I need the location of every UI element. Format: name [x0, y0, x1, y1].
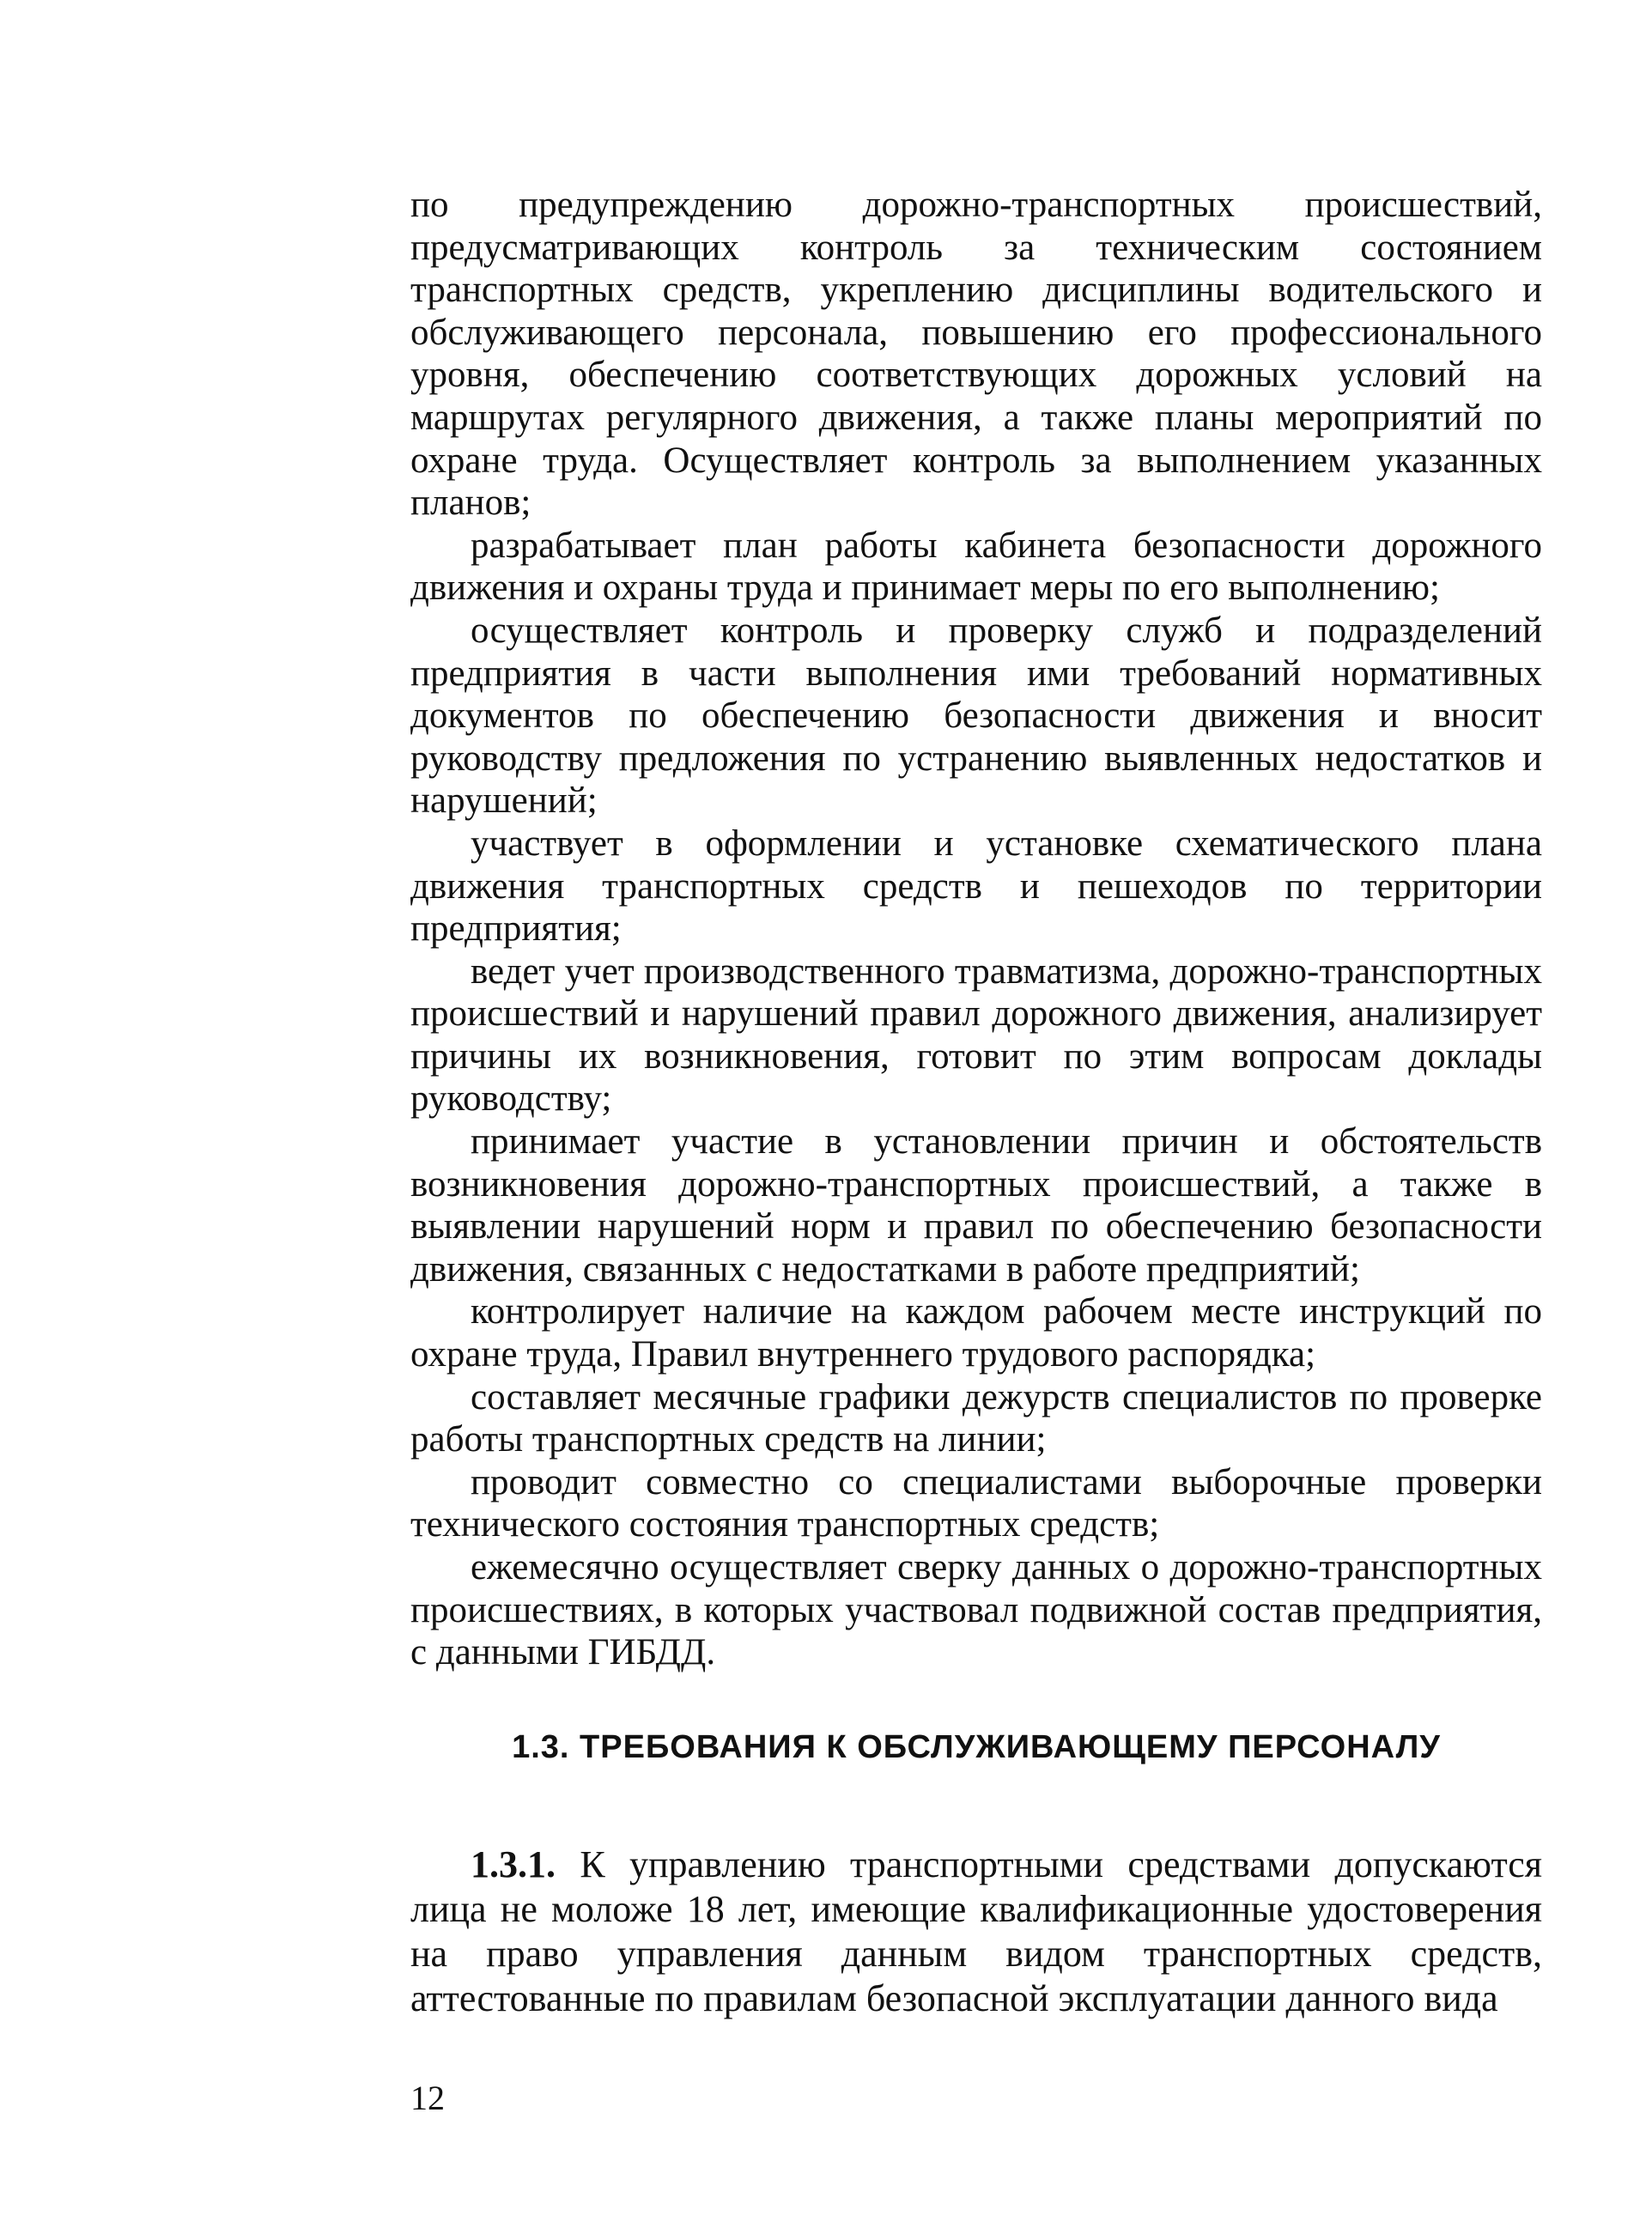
- paragraph: составляет месячные графики дежурств специалистов по проверке работы транспортных средств на линии;: [410, 1376, 1542, 1460]
- section-text: К управлению транспортными средствами допускаются лица не моложе 18 лет, имеющие квалификационные удостоверения на право управления данным видом транспортных средств, аттестованные по правилам безопасной эксплуатации данного вида: [410, 1843, 1542, 2019]
- section-heading: 1.3. ТРЕБОВАНИЯ К ОБСЛУЖИВАЮЩЕМУ ПЕРСОНАЛУ: [512, 1729, 1441, 1765]
- paragraph: проводит совместно со специалистами выборочные проверки технического состояния транспортных средств;: [410, 1461, 1542, 1545]
- paragraph: осуществляет контроль и проверку служб и подразделений предприятия в части выполнения ими требований нормативных документов по обеспечению безопасности движения и вносит руководству предложения по устранению выявленных недостатков и нарушений;: [410, 610, 1542, 822]
- section-number: 1.3.1.: [471, 1843, 556, 1885]
- body-text: [410, 184, 1542, 1674]
- page-number: 12: [410, 2079, 445, 2117]
- section-paragraph: [410, 1842, 1542, 2021]
- paragraph: ведет учет производственного травматизма, дорожно-транспортных происшествий и нарушений правил дорожного движения, анализирует причины их возникновения, готовит по этим вопросам доклады руководству;: [410, 950, 1542, 1120]
- paragraph: разрабатывает план работы кабинета безопасности дорожного движения и охраны труда и принимает меры по его выполнению;: [410, 525, 1542, 609]
- paragraph: ежемесячно осуществляет сверку данных о дорожно-транспортных происшествиях, в которых участвовал подвижной состав предприятия, с данными ГИБДД.: [410, 1547, 1542, 1673]
- paragraph: участвует в оформлении и установке схематического плана движения транспортных средств и пешеходов по территории предприятия;: [410, 823, 1542, 950]
- paragraph: контролирует наличие на каждом рабочем месте инструкций по охране труда, Правил внутреннего трудового распорядка;: [410, 1291, 1542, 1375]
- paragraph: по предупреждению дорожно-транспортных происшествий, предусматривающих контроль за техническим состоянием транспортных средств, укреплению дисциплины водительского и обслуживающего персонала, повышению его профессионального уровня, обеспечению соответствующих дорожных условий на маршрутах регулярного движения, а также планы мероприятий по охране труда. Осуществляет контроль за выполнением указанных планов;: [410, 185, 1542, 524]
- paragraph: принимает участие в установлении причин и обстоятельств возникновения дорожно-транспортных происшествий, а также в выявлении нарушений норм и правил по обеспечению безопасности движения, связанных с недостатками в работе предприятий;: [410, 1121, 1542, 1290]
